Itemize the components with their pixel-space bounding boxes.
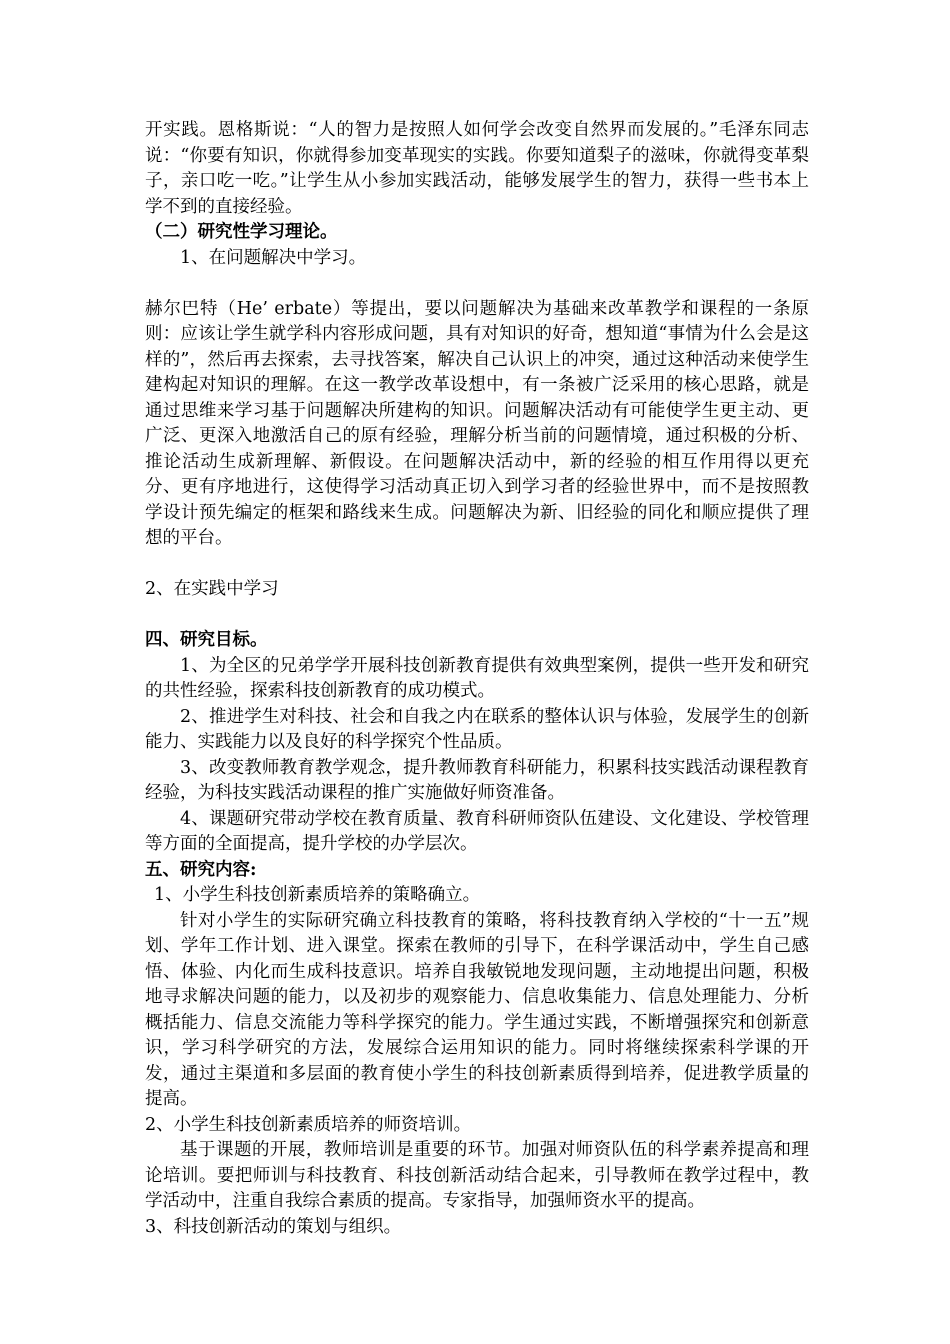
- spacer: [145, 271, 809, 297]
- subheading-problem-solving: 1、在问题解决中学习。: [180, 247, 367, 268]
- subheading-practice-learning: 2、在实践中学习: [145, 579, 279, 599]
- spacer: [145, 603, 809, 629]
- paragraph-practice: 开实践。恩格斯说：“人的智力是按照人如何学会改变自然界而发展的。”毛泽东同志说：“你要有知识，你就得参加变革现实的实践。你要知道梨子的滋味，你就得变革梨子，亲口吃一吃。”让学生从小参加实践活动，能够发展学生的智力，获得一些书本上学不到的直接经验。: [145, 120, 809, 217]
- content-item-1-title: 1、小学生科技创新素质培养的策略确立。: [154, 885, 481, 905]
- document-page: [145, 118, 809, 1240]
- content-item-2-title: 2、小学生科技创新素质培养的师资培训。: [145, 1114, 472, 1135]
- spacer: [145, 552, 809, 578]
- goal-item-3: 3、改变教师教育教学观念，提升教师教育科研能力，积累科技实践活动课程教育经验，为科技实践活动课程的推广实施做好师资准备。: [145, 757, 809, 803]
- heading-research-goals: 四、研究目标。: [145, 630, 268, 650]
- heading-research-learning-theory: （二）研究性学习理论。: [145, 222, 338, 242]
- goal-item-2: 2、推进学生对科技、社会和自我之内在联系的整体认识与体验，发展学生的创新能力、实践能力以及良好的科学探究个性品质。: [145, 706, 809, 752]
- content-item-2-body: 基于课题的开展，教师培训是重要的环节。加强对师资队伍的科学素养提高和理论培训。要把师训与科技教育、科技创新活动结合起来，引导教师在教学过程中，教学活动中，注重自我综合素质的提高。专家指导，加强师资水平的提高。: [145, 1140, 809, 1211]
- goal-item-4: 4、课题研究带动学校在教育质量、教育科研师资队伍建设、文化建设、学校管理等方面的全面提高，提升学校的办学层次。: [145, 808, 809, 854]
- content-item-3-title: 3、科技创新活动的策划与组织。: [145, 1216, 402, 1237]
- paragraph-herbart: 赫尔巴特（He’ erbate）等提出，要以问题解决为基础来改革教学和课程的一条原则：应该让学生就学科内容形成问题，具有对知识的好奇，想知道“事情为什么会是这样的”，然后再去探索，去寻找答案，解决自己认识上的冲突，通过这种活动来使学生建构起对知识的理解。在这一教学改革设想中，有一条被广泛采用的核心思路，就是通过思维来学习基于问题解决所建构的知识。问题解决活动有可能使学生更主动、更广泛、更深入地激活自己的原有经验，理解分析当前的问题情境，通过积极的分析、推论活动生成新理解、新假设。在问题解决活动中，新的经验的相互作用得以更充分、更有序地进行，这使得学习活动真正切入到学习者的经验世界中，而不是按照教学设计预先编定的框架和路线来生成。问题解决为新、旧经验的同化和顺应提供了理想的平台。: [145, 298, 809, 548]
- content-item-1-body: 针对小学生的实际研究确立科技教育的策略，将科技教育纳入学校的“十一五”规划、学年工作计划、进入课堂。探索在教师的引导下，在科学课活动中，学生自己感悟、体验、内化而生成科技意识。培养自我敏锐地发现问题，主动地提出问题，积极地寻求解决问题的能力，以及初步的观察能力、信息收集能力、信息处理能力、分析概括能力、信息交流能力等科学探究的能力。学生通过实践，不断增强探究和创新意识，学习科学研究的方法，发展综合运用知识的能力。同时将继续探索科学课的开发，通过主渠道和多层面的教育使小学生的科技创新素质得到培养，促进教学质量的提高。: [145, 910, 809, 1109]
- heading-research-content: 五、研究内容:: [145, 859, 257, 880]
- goal-item-1: 1、为全区的兄弟学学开展科技创新教育提供有效典型案例，提供一些开发和研究的共性经验，探索科技创新教育的成功模式。: [145, 655, 809, 701]
